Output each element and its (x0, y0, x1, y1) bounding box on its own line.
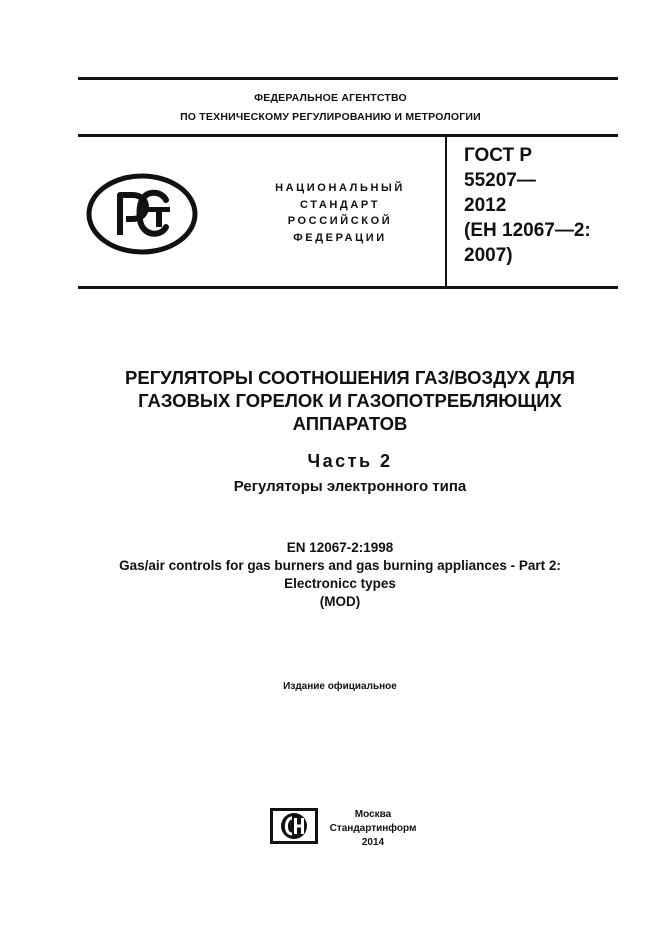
title-line: РЕГУЛЯТОРЫ СООТНОШЕНИЯ ГАЗ/ВОЗДУХ ДЛЯ (125, 367, 575, 388)
gost-line: ГОСТ Р (464, 145, 533, 166)
national-line: ФЕДЕРАЦИИ (293, 231, 387, 244)
part-label: Часть 2 (307, 451, 393, 471)
publisher-name: Стандартинформ (329, 823, 417, 834)
en-line: (MOD) (319, 594, 361, 609)
publication-year: 2014 (361, 837, 385, 848)
national-standard-label (240, 180, 440, 246)
standartinform-logo-icon (270, 808, 318, 844)
national-line: СТАНДАРТ (299, 198, 381, 211)
en-line: Electronicc types (284, 576, 396, 591)
publisher-info (320, 808, 426, 850)
rst-certification-mark-icon (86, 173, 198, 255)
gost-line: 55207— (464, 170, 536, 191)
official-edition-label: Издание официальное (283, 681, 397, 692)
en-line: Gas/air controls for gas burners and gas burning appliances - Part 2: (119, 558, 561, 573)
gost-line: (ЕН 12067—2: (464, 220, 591, 241)
gost-line: 2007) (464, 245, 513, 266)
standard-block-bottom-rule (78, 286, 618, 289)
title-line: АППАРАТОВ (292, 413, 408, 434)
agency-line-2: ПО ТЕХНИЧЕСКОМУ РЕГУЛИРОВАНИЮ И МЕТРОЛОГИИ (180, 111, 481, 123)
gost-line: 2012 (464, 195, 507, 216)
publisher-city: Москва (354, 809, 392, 820)
gost-designation (464, 143, 591, 268)
national-line: НАЦИОНАЛЬНЫЙ (275, 182, 405, 194)
agency-line-1: ФЕДЕРАЛЬНОЕ АГЕНТСТВО (254, 92, 407, 104)
en-reference (20, 539, 660, 611)
header-rule (78, 134, 618, 137)
document-title (40, 366, 660, 435)
en-line: EN 12067-2:1998 (286, 540, 394, 555)
vertical-divider (445, 137, 447, 288)
national-line: РОССИЙСКОЙ (287, 215, 393, 227)
part-subtitle: Регуляторы электронного типа (233, 478, 467, 495)
top-rule (78, 77, 618, 80)
title-line: ГАЗОВЫХ ГОРЕЛОК И ГАЗОПОТРЕБЛЯЮЩИХ (138, 390, 562, 411)
